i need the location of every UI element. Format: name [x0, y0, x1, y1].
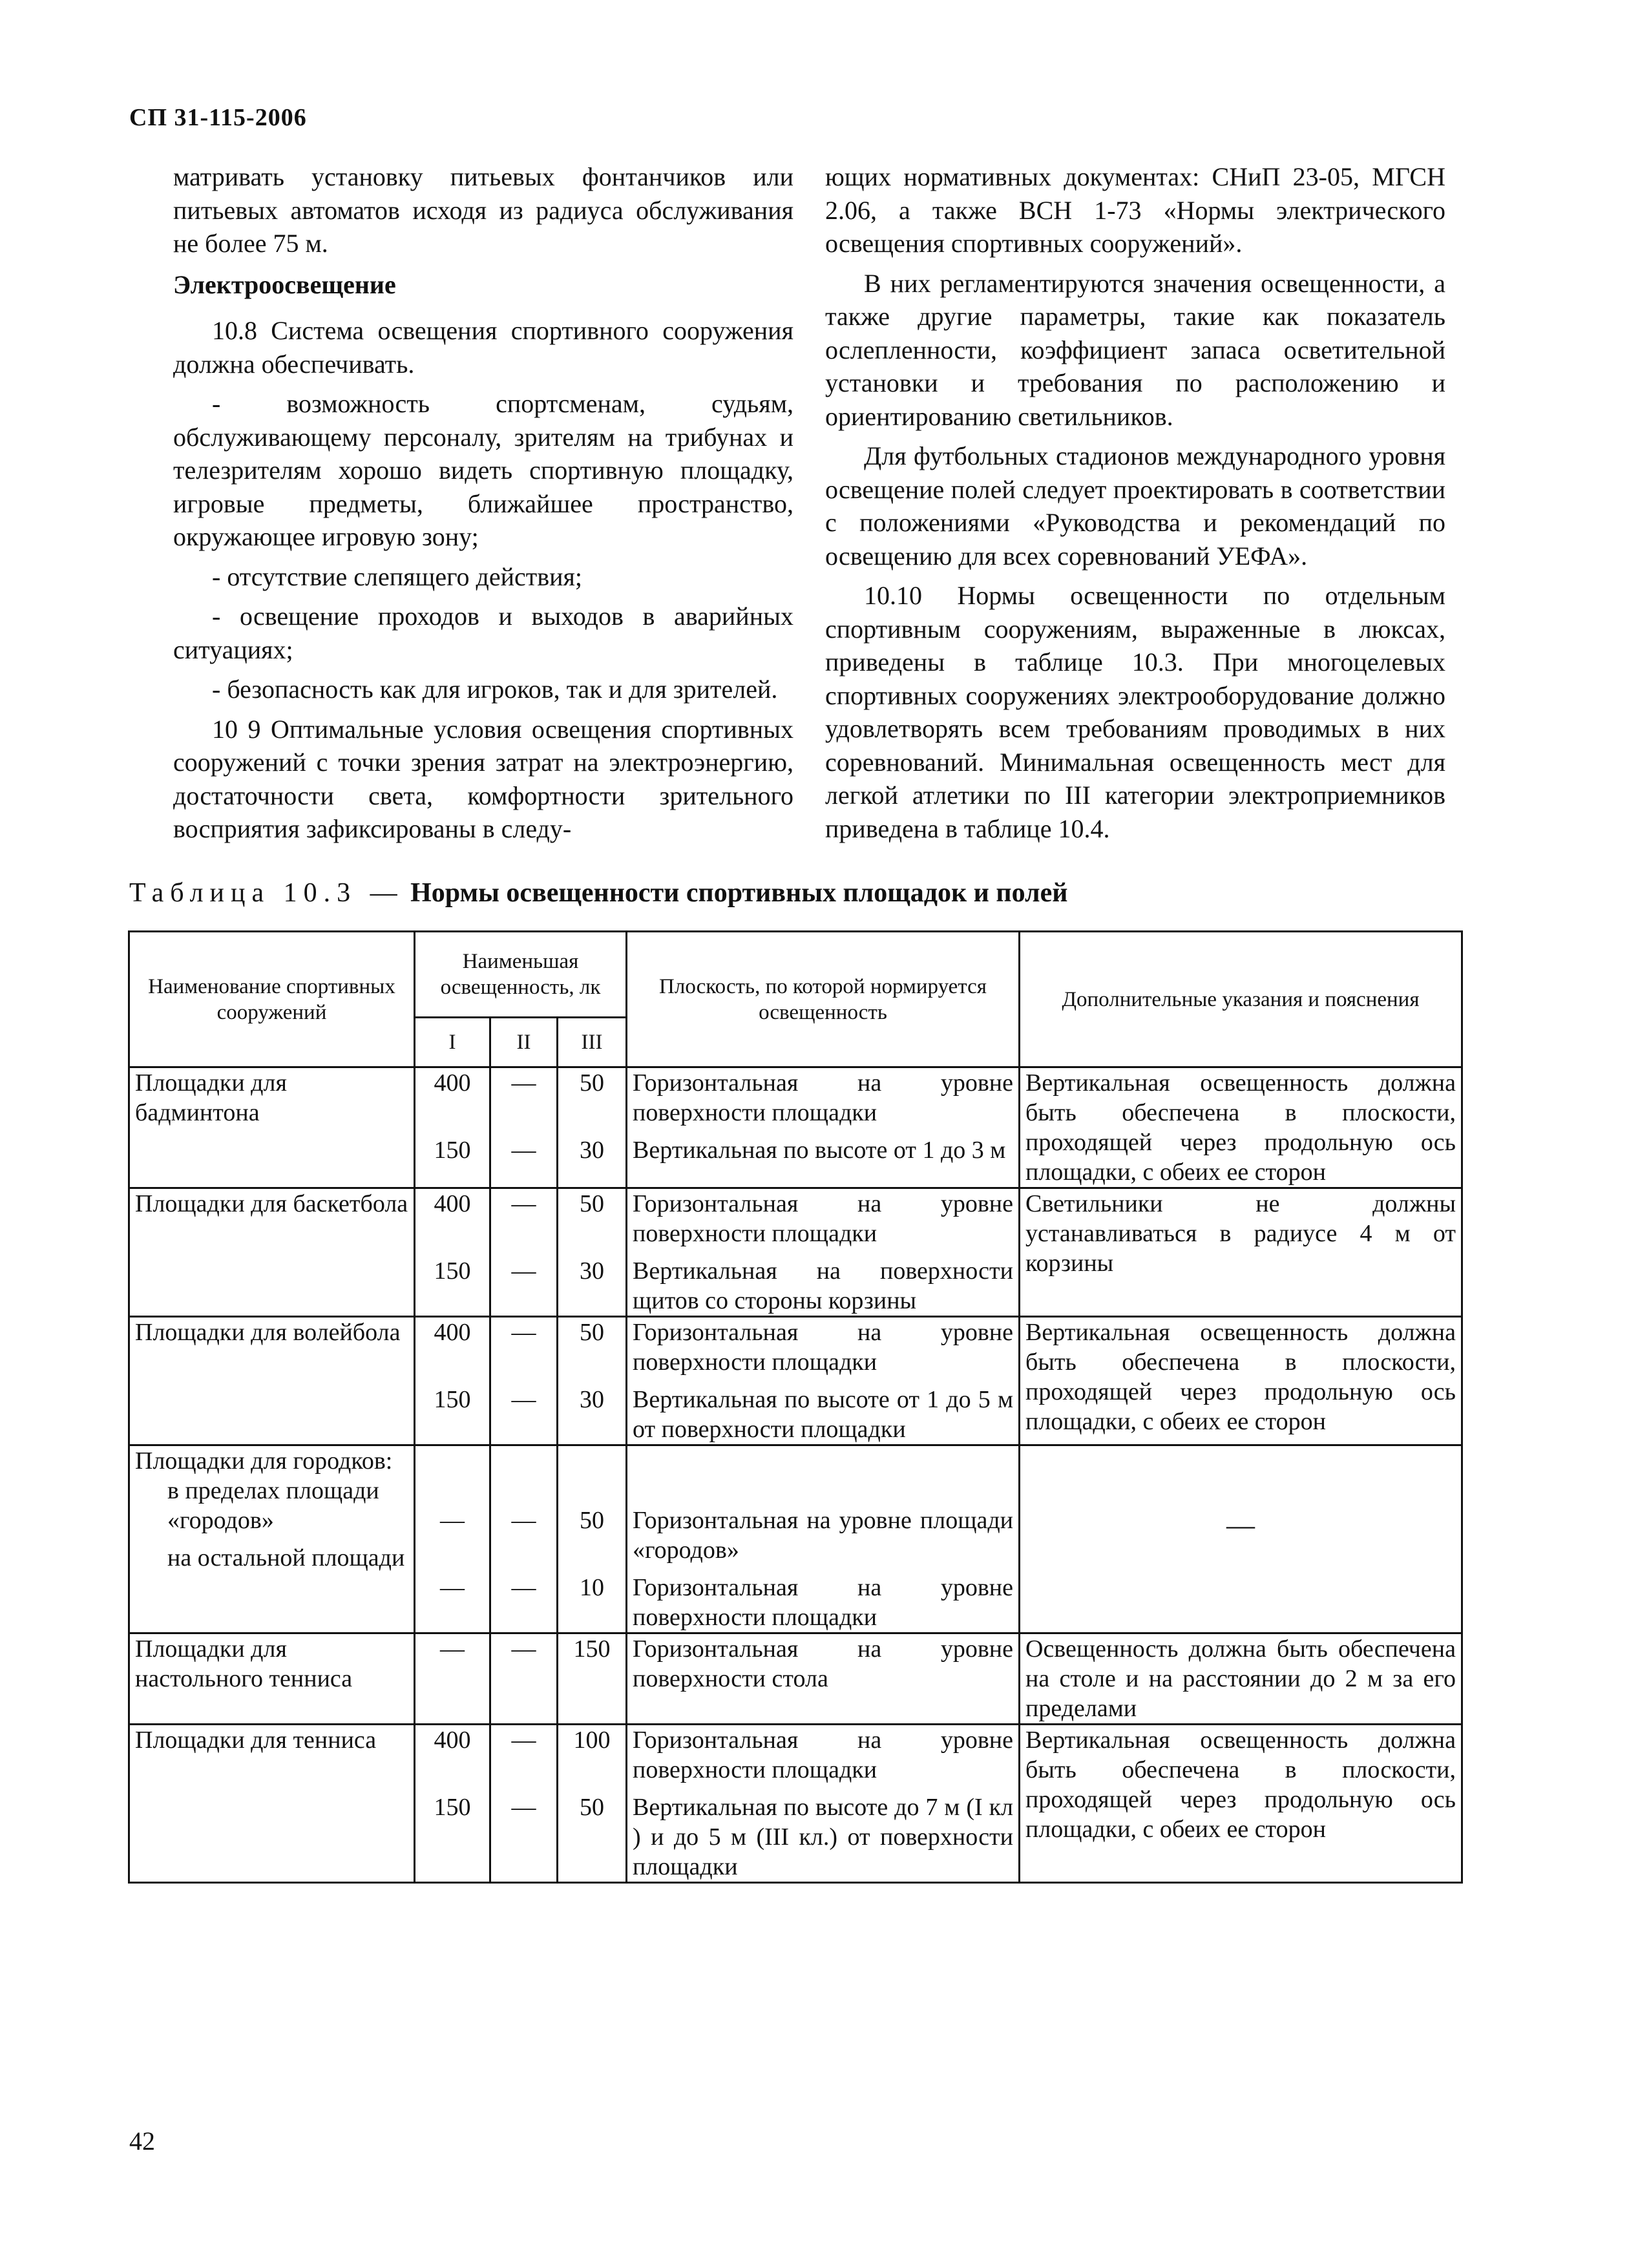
value: — — [511, 1190, 536, 1217]
value: — — [440, 1574, 465, 1601]
value: 150 — [434, 1137, 471, 1164]
cat1-cell — [415, 1445, 490, 1633]
notes-cell — [1020, 1188, 1462, 1317]
plane-cell — [627, 1725, 1020, 1883]
value: 50 — [580, 1319, 604, 1346]
value: — — [511, 1507, 536, 1534]
paragraph: 10 9 Оптимальные условия освещения спортивных сооружений с точки зрения затрат на электроэнергию, достаточности света, комфортности зрительного восприятия зафиксированы в следу- — [173, 714, 793, 843]
header-category-3: III — [558, 1018, 627, 1067]
value: — — [511, 1137, 536, 1164]
plane-cell — [627, 1067, 1020, 1188]
cat1-cell — [415, 1188, 490, 1317]
value: 10 — [580, 1574, 604, 1601]
cat1-cell — [415, 1317, 490, 1445]
header-plane: Плоскость, по которой нормируется освещенность — [627, 932, 1020, 1067]
value: — — [440, 1507, 465, 1534]
cat2-cell — [490, 1067, 558, 1188]
list-item: - отсутствие слепящего действия; — [212, 562, 583, 591]
table-row — [129, 1445, 1462, 1633]
paragraph: Для футбольных стадионов международного уровня освещение полей следует проектировать в соответствии с положениями «Руководства и рекомендаций по освещению для всех соревнований УЕФА». — [825, 441, 1445, 571]
notes-cell — [1020, 1725, 1462, 1883]
table-caption — [129, 877, 1067, 908]
facility-name — [129, 1725, 415, 1883]
page-number: 42 — [129, 2126, 155, 2156]
notes-cell — [1020, 1445, 1462, 1633]
notes-text: Вертикальная освещенность должна быть обеспечена в плоскости, проходящей через продольную ось площадки, с обеих ее сторон — [1025, 1727, 1456, 1843]
value: 30 — [580, 1137, 604, 1164]
right-column — [825, 160, 1445, 852]
value: 150 — [434, 1257, 471, 1285]
notes-text: Освещенность должна быть обеспечена на столе и на расстоянии до 2 м за его пределами — [1025, 1635, 1456, 1722]
cat3-cell — [558, 1633, 627, 1725]
table-row — [129, 1317, 1462, 1445]
paragraph: 10.10 Нормы освещенности по отдельным спортивным сооружениям, выраженные в люксах, приведены в таблице 10.3. При многоцелевых спортивных сооружениях электрооборудование должно удовлетворять всем требованиям проводимых в них соревнований. Минимальная освещенность мест для легкой атлетики по III категории электроприемников приведена в таблице 10.4. — [825, 581, 1445, 843]
paragraph: 10.8 Система освещения спортивного сооружения должна обеспечивать. — [173, 316, 793, 379]
table-row — [129, 1188, 1462, 1317]
sub-area-label: в пределах площади «городов» — [167, 1477, 379, 1534]
notes-cell — [1020, 1317, 1462, 1445]
notes-cell — [1020, 1633, 1462, 1725]
table-row — [129, 1067, 1462, 1188]
value: — — [511, 1794, 536, 1821]
illumination-norms-table — [128, 930, 1463, 1884]
cat3-cell — [558, 1067, 627, 1188]
cat3-cell — [558, 1317, 627, 1445]
facility-name-text: Площадки для бадминтона — [135, 1069, 287, 1126]
value: 50 — [580, 1507, 604, 1534]
facility-name — [129, 1067, 415, 1188]
section-heading: Электроосвещение — [173, 269, 396, 299]
cat3-cell — [558, 1188, 627, 1317]
notes-cell — [1020, 1067, 1462, 1188]
cat3-cell — [558, 1445, 627, 1633]
paragraph: ющих нормативных документах: СНиП 23-05, МГСН 2.06, а также ВСН 1-73 «Нормы электрического освещения спортивных сооружений». — [825, 162, 1445, 258]
value: 150 — [434, 1386, 471, 1413]
cat2-cell — [490, 1725, 558, 1883]
table-row — [129, 1725, 1462, 1883]
cat2-cell — [490, 1317, 558, 1445]
plane-text: Вертикальная на поверхности щитов со стороны корзины — [633, 1257, 1013, 1314]
value: — — [511, 1069, 536, 1097]
plane-text: Горизонтальная на уровне поверхности площадки — [633, 1727, 1013, 1783]
sub-area-label: на остальной площади — [167, 1544, 405, 1571]
value: 400 — [434, 1190, 471, 1217]
paragraph: матривать установку питьевых фонтанчиков или питьевых автоматов исходя из радиуса обслуживания не более 75 м. — [173, 162, 793, 258]
header-notes: Дополнительные указания и пояснения — [1020, 932, 1462, 1067]
plane-text: Вертикальная по высоте от 1 до 3 м — [633, 1137, 1006, 1164]
value: 100 — [573, 1727, 611, 1754]
plane-text: Горизонтальная на уровне поверхности площадки — [633, 1574, 1013, 1631]
table-caption-label: Таблица 10.3 — — [129, 878, 404, 908]
value: 150 — [434, 1794, 471, 1821]
paragraph: В них регламентируются значения освещенности, а также другие параметры, такие как показатель ослепленности, коэффициент запаса осветительной установки и требования по расположению и ориентированию светильников. — [825, 268, 1445, 431]
facility-name — [129, 1188, 415, 1317]
list-item: - возможность спортсменам, судьям, обслуживающему персоналу, зрителям на трибунах и телезрителям хорошо видеть спортивную площадку, игровые предметы, ближайшее пространство, окружающее игровую зону; — [173, 389, 793, 551]
document-header: СП 31-115-2006 — [129, 104, 307, 131]
value: — — [511, 1257, 536, 1285]
plane-text: Горизонтальная на уровне поверхности площадки — [633, 1319, 1013, 1376]
plane-text: Вертикальная по высоте до 7 м (I кл ) и до 5 м (III кл.) от поверхности площадки — [633, 1794, 1013, 1880]
cat3-cell — [558, 1725, 627, 1883]
notes-text: Светильники не должны устанавливаться в радиусе 4 м от корзины — [1025, 1190, 1456, 1277]
value: — — [511, 1574, 536, 1601]
notes-text: Вертикальная освещенность должна быть обеспечена в плоскости, проходящей через продольную ось площадки, с обеих ее сторон — [1025, 1069, 1456, 1186]
list-item: - безопасность как для игроков, так и для зрителей. — [212, 675, 778, 704]
plane-text: Горизонтальная на уровне поверхности площадки — [633, 1069, 1013, 1126]
value: — — [440, 1635, 465, 1663]
value: — — [511, 1635, 536, 1663]
value: 50 — [580, 1794, 604, 1821]
notes-text: — — [1226, 1509, 1255, 1541]
value: 400 — [434, 1319, 471, 1346]
value: 400 — [434, 1727, 471, 1754]
header-name: Наименование спортивных сооружений — [129, 932, 415, 1067]
cat1-cell — [415, 1725, 490, 1883]
value: — — [511, 1727, 536, 1754]
plane-cell — [627, 1633, 1020, 1725]
plane-text: Горизонтальная на уровне поверхности стола — [633, 1635, 1013, 1692]
header-category-1: I — [415, 1018, 490, 1067]
facility-name — [129, 1633, 415, 1725]
value: 150 — [573, 1635, 611, 1663]
plane-text: Горизонтальная на уровне площади «городов» — [633, 1507, 1013, 1564]
cat2-cell — [490, 1445, 558, 1633]
cat2-cell — [490, 1633, 558, 1725]
table-caption-title: Нормы освещенности спортивных площадок и полей — [410, 878, 1068, 908]
value: 50 — [580, 1069, 604, 1097]
plane-cell — [627, 1317, 1020, 1445]
notes-text: Вертикальная освещенность должна быть обеспечена в плоскости, проходящей через продольную ось площадки, с обеих ее сторон — [1025, 1319, 1456, 1435]
plane-text: Вертикальная по высоте от 1 до 5 м от поверхности площадки — [633, 1386, 1013, 1443]
list-item: - освещение проходов и выходов в аварийных ситуациях; — [173, 602, 793, 664]
facility-name-text: Площадки для тенниса — [135, 1727, 377, 1754]
facility-name-text: Площадки для городков: — [135, 1447, 393, 1475]
plane-cell — [627, 1188, 1020, 1317]
value: 30 — [580, 1386, 604, 1413]
cat2-cell — [490, 1188, 558, 1317]
plane-cell — [627, 1445, 1020, 1633]
value: — — [511, 1386, 536, 1413]
facility-name-text: Площадки для волейбола — [135, 1319, 401, 1346]
header-illumination: Наименьшая освещенность, лк — [415, 932, 627, 1018]
plane-text: Горизонтальная на уровне поверхности площадки — [633, 1190, 1013, 1247]
facility-name-text: Площадки для баскетбола — [135, 1190, 408, 1217]
value: 30 — [580, 1257, 604, 1285]
value: 50 — [580, 1190, 604, 1217]
cat1-cell — [415, 1067, 490, 1188]
left-column — [173, 160, 793, 852]
table-row — [129, 1633, 1462, 1725]
value: — — [511, 1319, 536, 1346]
value: 400 — [434, 1069, 471, 1097]
facility-name — [129, 1445, 415, 1633]
facility-name-text: Площадки для настольного тенниса — [135, 1635, 353, 1692]
header-category-2: II — [490, 1018, 558, 1067]
cat1-cell — [415, 1633, 490, 1725]
facility-name — [129, 1317, 415, 1445]
